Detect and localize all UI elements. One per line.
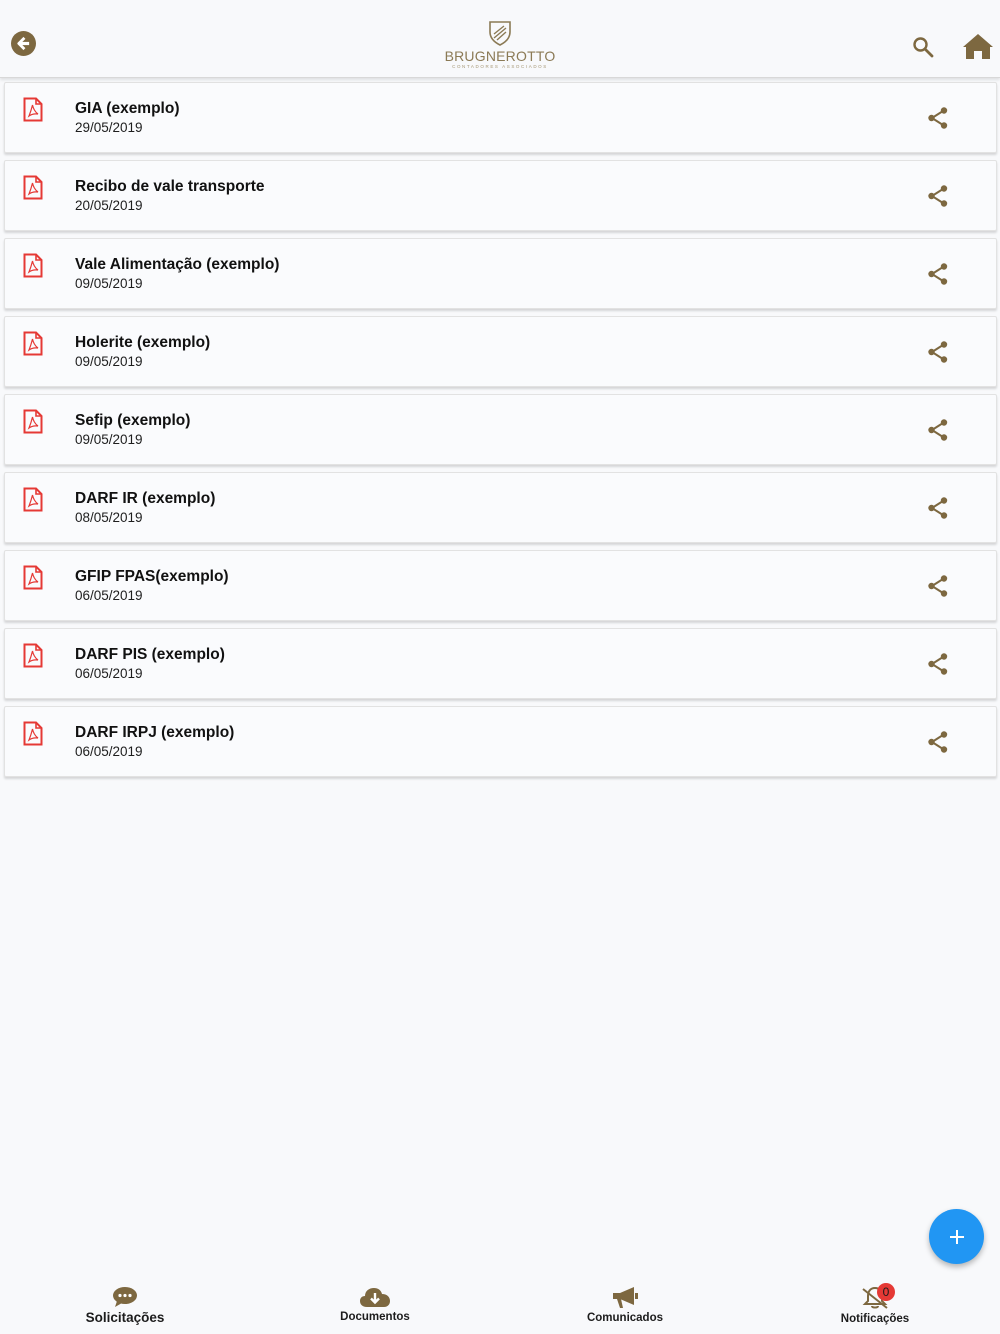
document-card[interactable]: [4, 706, 997, 777]
share-icon[interactable]: [927, 652, 949, 676]
bottom-tab-bar: [0, 1278, 1000, 1334]
share-icon[interactable]: [927, 184, 949, 208]
share-icon[interactable]: [927, 340, 949, 364]
document-title: GFIP FPAS(exemplo): [75, 568, 229, 585]
tab-solicitacoes[interactable]: [0, 1278, 250, 1334]
document-date: 20/05/2019: [75, 198, 143, 213]
app-header: [0, 0, 1000, 78]
share-icon[interactable]: [927, 106, 949, 130]
tab-notificacoes[interactable]: [750, 1278, 1000, 1334]
document-title: Recibo de vale transporte: [75, 178, 265, 195]
document-date: 06/05/2019: [75, 666, 143, 681]
document-card[interactable]: [4, 394, 997, 465]
document-title: DARF IRPJ (exemplo): [75, 724, 235, 741]
cloud-download-icon: [359, 1286, 391, 1308]
document-date: 06/05/2019: [75, 588, 143, 603]
document-title: Sefip (exemplo): [75, 412, 191, 429]
chat-bubble-icon: [112, 1286, 138, 1308]
pdf-file-icon: [23, 97, 43, 122]
document-title: Vale Alimentação (exemplo): [75, 256, 280, 273]
pdf-file-icon: [23, 253, 43, 278]
megaphone-icon: [611, 1286, 639, 1309]
pdf-file-icon: [23, 721, 43, 746]
pdf-file-icon: [23, 565, 43, 590]
search-icon[interactable]: [911, 35, 935, 59]
document-card[interactable]: [4, 628, 997, 699]
document-card[interactable]: [4, 550, 997, 621]
document-date: 09/05/2019: [75, 276, 143, 291]
document-title: GIA (exemplo): [75, 100, 180, 117]
document-title: DARF IR (exemplo): [75, 490, 216, 507]
tab-label: Comunicados: [586, 1312, 664, 1324]
document-date: 09/05/2019: [75, 432, 143, 447]
document-date: 06/05/2019: [75, 744, 143, 759]
pdf-file-icon: [23, 643, 43, 668]
share-icon[interactable]: [927, 418, 949, 442]
arrow-left-icon: [16, 36, 31, 51]
document-title: DARF PIS (exemplo): [75, 646, 225, 663]
pdf-file-icon: [23, 331, 43, 356]
document-list: [4, 82, 997, 784]
document-card[interactable]: [4, 82, 997, 153]
document-date: 29/05/2019: [75, 120, 143, 135]
share-icon[interactable]: [927, 730, 949, 754]
document-date: 08/05/2019: [75, 510, 143, 525]
pdf-file-icon: [23, 175, 43, 200]
pdf-file-icon: [23, 409, 43, 434]
tab-label: Documentos: [340, 1311, 410, 1323]
tab-documentos[interactable]: [250, 1278, 500, 1334]
back-button[interactable]: [11, 31, 36, 56]
home-icon[interactable]: [962, 32, 994, 60]
share-icon[interactable]: [927, 496, 949, 520]
document-card[interactable]: [4, 160, 997, 231]
notification-count-badge: 0: [877, 1283, 895, 1301]
document-date: 09/05/2019: [75, 354, 143, 369]
tab-label: Notificações: [840, 1313, 910, 1325]
tab-label: Solicitações: [85, 1310, 165, 1325]
plus-icon: [948, 1228, 966, 1246]
share-icon[interactable]: [927, 574, 949, 598]
tab-comunicados[interactable]: [500, 1278, 750, 1334]
share-icon[interactable]: [927, 262, 949, 286]
brand-logo: [440, 20, 560, 70]
brand-subtitle: CONTADORES ASSOCIADOS: [452, 64, 548, 69]
document-card[interactable]: [4, 316, 997, 387]
document-title: Holerite (exemplo): [75, 334, 211, 351]
brand-name: BRUGNEROTTO: [444, 48, 556, 64]
shield-logo-icon: [488, 20, 512, 46]
document-card[interactable]: [4, 472, 997, 543]
document-card[interactable]: [4, 238, 997, 309]
add-button[interactable]: [929, 1209, 984, 1264]
pdf-file-icon: [23, 487, 43, 512]
